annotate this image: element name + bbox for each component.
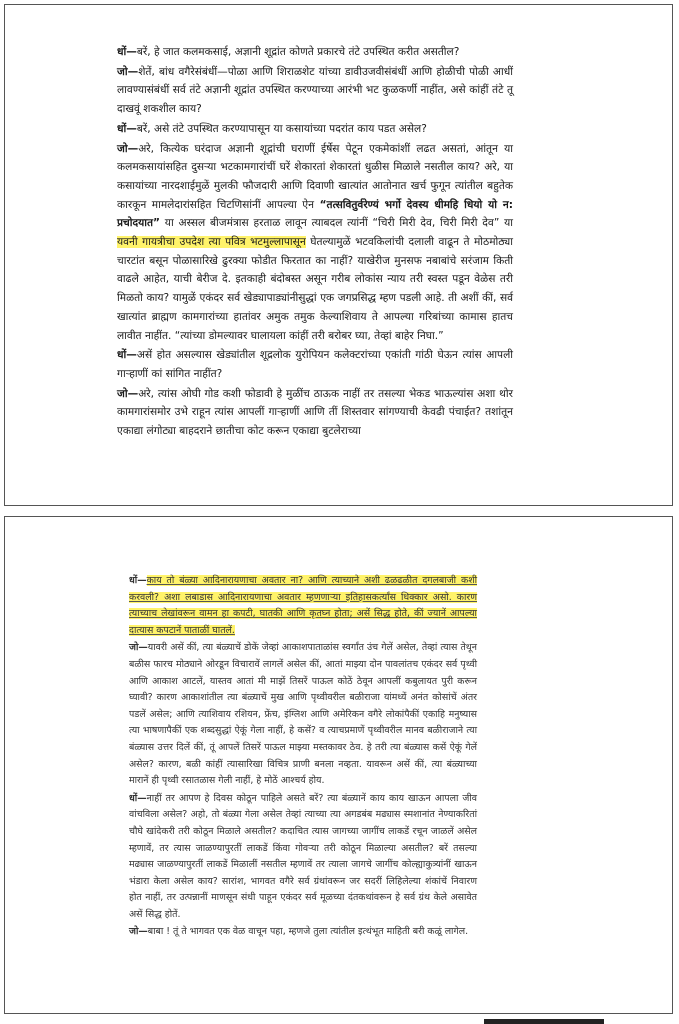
paragraph-text: अरे, कित्येक घरंदाज अज्ञानी शूद्रांची घराणीं ईर्षेस पेटून एकमेकांशीं लढत असतां, आंतून या कलमकसायांसहित दुसऱ्या भटकामगारांचीं घरें शेकारतां शेकारतां धुळीस मिळाले नसतील काय? अरे, या कसायांच्या नारदशाईमुळें मुलकी फौजदारी आणि दिवाणी खात्यांत आतोनात खर्च फुगून त्यांतील बहुतेक कारकून मामलेदारांसहित चिटणिसांनीं आपल्या ऐन [117, 142, 513, 211]
paragraph-text: शेतें, बांध वगैरेसंबंधीं—पोळा आणि शिराळशेट यांच्या डावीउजवीसंबंधीं आणि होळीची पोळी आधीं लावण्यासंबंधीं सर्व तंटे अज्ञानी शूद्रांत उपस्थित करण्याच्या आरंभी भट कुळकर्णी नाहींत, असे कांहीं तंटे तू दाखवूं शकशील काय? [117, 65, 513, 116]
dialogue-paragraph [129, 791, 477, 924]
paragraph-text: नाहीं तर आपण हे दिवस कोठून पाहिले असते बरें? त्या बंळ्यानें काय काय खाऊन आपला जीव वांचविला असेल? अहो, तो बंळ्या गेला असेल तेव्हां त्याच्या त्या अगडबंब मढ्यास स्मशानांत नेण्याकरितां चौघे खांदेकरी तरी कोठून मिळाले असतील? कदाचित त्यास जागच्या जागींच लाकडें रचून जाळलें असेल म्हणावें, तर त्यास जाळण्यापुरतीं लाकडें किंवा गोवऱ्या तरी कोठून मिळाल्या असतील? बरें तसल्या मढ्यास जाळण्यापुरतीं लाकडें मिळालीं नसतील म्हणावें तर त्याला जागचे जागींच कोल्ह्याकुत्र्यांनीं खाऊन भंडारा केला असेल काय? सारांश, भागवत वगैरे सर्व ग्रंथांवरून जर सदरीं लिहिलेल्या शंकांचें निवारण होत नाहीं, तर उत्पन्नानीं माणसून संधी पाहून एकंदर सर्व मूळच्या दंतकथांवरून हे सर्व ग्रंथ केले असावेत असें सिद्ध होतें. [129, 792, 477, 920]
page-2-text-body [129, 573, 477, 942]
paragraph-text: बरें, हे जात कलमकसाई, अज्ञानी शूद्रांत कोणते प्रकारचे तंटे उपस्थित करीत असतील? [136, 46, 460, 58]
dialogue-paragraph [117, 346, 513, 383]
speaker-label: धों— [129, 792, 147, 804]
paragraph-text: बाबा ! तूं ते भागवत एक वेळ वाचून पहा, म्हणजे तुला त्यांतील इत्थंभूत माहिती बरी कळूं लागेल. [147, 926, 469, 938]
speaker-label: जो— [117, 65, 139, 78]
paragraph-text: यावरी असें कीं, त्या बंळ्याचें डोकें जेव्हां आकाशपाताळांस स्वर्गांत उंच गेलें असेल, तेव्हां त्यास तेथून बळीस फारच मोठ्याने ओरडून विचारावें लागलें असेल कीं, आतां माझ्या दोन पावलांतच एकंदर सर्व पृथ्वी आणि आकाश आटलें, यास्तव आतां मी माझें तिसरें पाऊल कोठें ठेवून आपलीं कबुलायत पुरी करून घ्यावी? कारण आकाशांतील त्या बंळ्याचें मुख आणि पृथ्वीवरील बळीराजा यांमध्यें अनंत कोसांचें अंतर पडलें असेल; आणि त्याशिवाय रशियन, फ्रेंच, इंग्लिश आणि अमेरिकन वगैरे लोकांपैकीं एकाहि मनुष्यास त्या भाषणापैकीं एक शब्दसुद्धां ऐकूं गेला नाहीं, हे कसें? व त्याचप्रमाणें पृथ्वीवरील मानव बळीराजाने त्या बंळ्यास उत्तर दिलें कीं, तूं आपलें तिसरें पाऊल माझ्या मस्तकावर ठेव. हे तरी त्या बंळ्यास कसें ऐकूं गेलें असेल? कारण, बळी कांहीं त्यासारिखा विचित्र प्राणी बनला नव्हता. यावरून असें कीं, त्या बंळ्याच्या मारानें ही पृथ्वी रसातळास गेली नाहीं, हे मोठें आश्चर्य होय. [129, 642, 477, 787]
paragraph-text: अरे, त्यांस ओघी गोड कशी फोडावी हे मुळींच ठाऊक नाहीं तर तसल्या भेकड भाऊल्यांस अशा थोर कामगारांसमोर उभे राहून त्यांस आपलीं गाऱ्हाणीं आणि तीं शिस्तवार सांगण्याची केवढी पंचाईत? तशांतून एकाद्या लंगोट्या बाहदराने छातीचा कोट करून एकाद्या बुटलेराच्या [117, 387, 513, 438]
speaker-label: जो— [117, 142, 139, 155]
paragraph-text: या अस्सल बीजमंत्रास हरताळ लावून त्याबदल त्यांनीं “चिरी मिरी देव, चिरी मिरी देव” या [160, 217, 513, 230]
paragraph-text: बरें, असे तंटे उपस्थित करण्यापासून या कसायांच्या पदरांत काय पडत असेल? [136, 122, 427, 135]
dialogue-paragraph [117, 63, 513, 119]
speaker-label: धों— [117, 349, 137, 362]
speaker-label: जो— [129, 926, 148, 938]
paragraph-text: असें होत असल्यास खेड्यांतील शूद्रलोक युरोपियन कलेक्टरांच्या एकांती गांठी घेऊन त्यांस आपली गाऱ्हाणीं कां सांगित नाहींत? [117, 349, 513, 380]
dialogue-paragraph [129, 640, 477, 789]
dialogue-paragraph [129, 924, 477, 941]
document-page-2 [4, 516, 673, 1014]
dialogue-paragraph [117, 385, 513, 441]
speaker-label: धों— [117, 46, 137, 58]
bottom-edge-bar [484, 1019, 604, 1024]
page-1-text-body [117, 43, 513, 442]
paragraph-text: घेतल्यामुळें भटवकिलांची दलाली वाढून ते मोठमोठ्या चारटांत बसून पोळासारिखे ढुरक्या फोडीत फिरतात का नाहीं? याखेरीज मुनसफ नबाबांचे सरंजाम किती वाढले आहेत, याची बेरीज दे. इतकाही बंदोबस्त असून गरीब लोकांस न्याय तरी स्वस्त पडून वेळेस तरी मिळतो काय? यामुळें एकंदर सर्व खेड्यापाड्यांनीसुद्धां एक जगप्रसिद्ध म्हण पडली आहे. ती अशीं कीं, सर्व खात्यांत ब्राह्मण कामगारांच्या हातांवर अमुक तमुक केल्याशिवाय ते आपल्या गरिबांच्या कामास हातच लावीत नाहींत. “त्यांच्या डोमल्यावर घालायला कांहीं तरी बरोबर घ्या, तेव्हां बाहेर निघा.” [117, 236, 513, 342]
document-page-1 [4, 4, 673, 506]
dialogue-paragraph [117, 43, 513, 62]
bold-mantra: “तत्सवितुर्वरेण्यं भर्गो देवस्य धीमहि धियो यो न: प्रचोदयात” [117, 198, 513, 230]
speaker-label: धों— [117, 122, 137, 135]
speaker-label: जो— [129, 642, 148, 654]
highlighted-text: काय तो बंळ्या आदिनारायणाचा अवतार ना? आणि त्याच्याने अशी ढळढळीत दगलबाजी कशी करवली? अशा लबाडास आदिनारायणाचा अवतार म्हणणाऱ्या इतिहासकर्त्यांस धिक्कार असो. कारण त्याच्याच लेखांवरून वामन हा कपटी, घातकी आणि कृतघ्न होता; असें सिद्ध होते, कीं ज्यानें आपल्या दात्यास कपटानें पाताळीं घातलें. [129, 575, 477, 636]
dialogue-paragraph [117, 140, 513, 346]
highlighted-text: यवनी गायत्रीचा उपदेश त्या पवित्र भटमुल्लापासून [117, 236, 306, 249]
dialogue-paragraph [117, 120, 513, 139]
speaker-label: धों— [129, 575, 147, 586]
speaker-label: जो— [117, 387, 139, 400]
dialogue-paragraph [129, 573, 477, 639]
